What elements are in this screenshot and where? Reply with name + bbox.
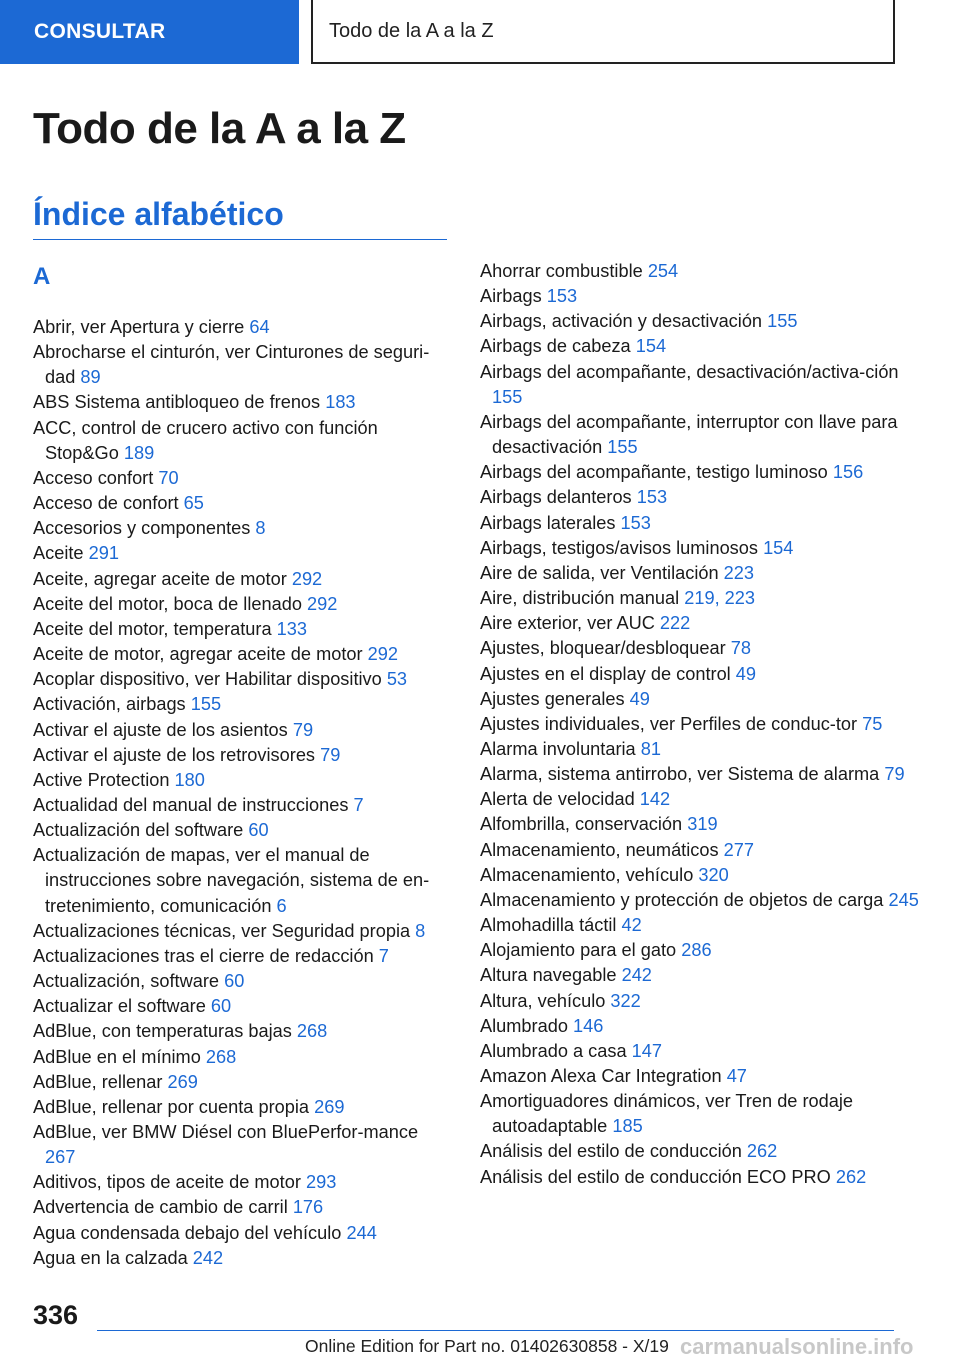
index-entry-text: Aceite del motor, temperatura — [33, 618, 272, 639]
index-entry — [33, 692, 453, 717]
index-entry-text: Amazon Alexa Car Integration — [480, 1066, 722, 1086]
index-entry — [33, 1195, 453, 1220]
index-entry-page-link[interactable]: 79 — [292, 719, 314, 740]
index-entry-text: Aire exterior, ver AUC — [480, 613, 655, 634]
index-entry-page-link[interactable]: 153 — [636, 487, 668, 508]
index-entry-text: Análisis del estilo de conducción — [480, 1141, 742, 1162]
index-entry-text: Airbags laterales — [480, 512, 616, 533]
index-entry-text: Almohadilla táctil — [480, 915, 617, 936]
section-tab-label: CONSULTAR — [34, 20, 166, 43]
index-entry-text: Alarma involuntaria — [480, 738, 636, 759]
index-entry-text: Acoplar dispositivo, ver Habilitar dispositivo — [33, 669, 382, 690]
index-entry — [480, 1039, 920, 1064]
index-entry-text: Actualizar el software — [33, 996, 206, 1017]
index-entry-page-link[interactable]: 142 — [639, 789, 671, 810]
index-entry-page-link[interactable]: 223 — [723, 562, 755, 583]
index-entry-text: Alarma, sistema antirrobo, ver Sistema de alarma — [480, 764, 880, 785]
index-entry — [480, 1165, 920, 1190]
index-entry-text: Aceite del motor, boca de llenado — [33, 593, 302, 614]
index-column-right — [480, 259, 920, 1190]
index-entry-text: Actualizaciones tras el cierre de redacción — [33, 945, 374, 966]
index-entry-text: Airbags del acompañante, interruptor con llave para desactivación — [480, 411, 898, 458]
index-entry — [33, 843, 453, 918]
index-entry — [33, 416, 453, 466]
index-entry — [480, 963, 920, 988]
index-entry-page-link[interactable]: 262 — [835, 1166, 867, 1187]
index-entry-text: Aditivos, tipos de aceite de motor — [33, 1172, 301, 1193]
index-entry-text: Agua condensada debajo del vehículo — [33, 1222, 342, 1243]
index-entry-page-link[interactable]: 146 — [573, 1015, 604, 1036]
page-title: Todo de la A a la Z — [33, 104, 406, 153]
index-entry-text: Altura, vehículo — [480, 990, 606, 1011]
index-entry — [480, 737, 920, 762]
index-entry — [480, 863, 920, 888]
index-entry — [480, 787, 920, 812]
index-entry-text: Airbags delanteros — [480, 487, 632, 508]
section-title: Índice alfabético — [33, 196, 284, 232]
index-entry-page-link[interactable]: 269 — [314, 1096, 345, 1117]
index-entry-page-link[interactable]: 7 — [353, 794, 364, 815]
index-entry-page-link[interactable]: 7 — [378, 945, 389, 966]
index-entry-text: Airbags, activación y desactivación — [480, 311, 763, 332]
index-entry-text: Actualización, software — [33, 971, 220, 992]
index-entry — [480, 989, 920, 1014]
index-entry — [480, 938, 920, 963]
index-entry-text: Activar el ajuste de los asientos — [33, 719, 288, 740]
header-bar — [0, 0, 960, 66]
index-entry-text: Aceite — [33, 543, 84, 564]
index-entry-page-link[interactable]: 153 — [620, 512, 651, 533]
index-entry-text: Advertencia de cambio de carril — [33, 1197, 288, 1218]
index-entry — [33, 466, 453, 491]
index-entry — [33, 491, 453, 516]
index-entry-page-link[interactable]: 89 — [80, 367, 101, 388]
index-entry-text: Activación, airbags — [33, 694, 186, 715]
index-entry — [33, 1170, 453, 1195]
watermark: carmanualsonline.info — [680, 1334, 914, 1359]
index-entry-page-link[interactable]: 60 — [248, 820, 269, 841]
index-entry — [33, 1246, 453, 1271]
chapter-tab-label: Todo de la A a la Z — [329, 19, 494, 42]
index-entry-text: AdBlue, con temperaturas bajas — [33, 1021, 292, 1042]
index-entry-text: Análisis del estilo de conducción ECO PRO — [480, 1166, 831, 1187]
index-entry — [33, 390, 453, 415]
index-entry-text: Agua en la calzada — [33, 1247, 188, 1268]
index-entry-page-link[interactable]: 60 — [210, 996, 232, 1017]
index-entry — [480, 460, 920, 485]
index-entry-text: Airbags, testigos/avisos luminosos — [480, 537, 758, 558]
index-entry-text: Almacenamiento y protección de objetos de carga — [480, 889, 884, 910]
index-entry-text: Almacenamiento, neumáticos — [480, 839, 719, 860]
index-entry-page-link[interactable]: 8 — [415, 920, 426, 941]
index-entry-text: Alumbrado a casa — [480, 1040, 627, 1061]
index-entry-page-link[interactable]: 242 — [192, 1247, 224, 1268]
index-entry — [480, 334, 920, 359]
index-entry-text: Abrocharse el cinturón, ver Cinturones de seguri‐dad — [33, 342, 430, 388]
index-entry — [33, 919, 453, 944]
index-entry — [33, 567, 453, 592]
index-entry-text: Activar el ajuste de los retrovisores — [33, 744, 316, 765]
index-entry — [480, 1139, 920, 1164]
index-entry-page-link[interactable]: 180 — [174, 769, 205, 790]
index-entry — [33, 617, 453, 642]
index-entry-page-link[interactable]: 183 — [325, 392, 356, 413]
index-entry-text: Abrir, ver Apertura y cierre — [33, 317, 245, 337]
index-entry-text: Acceso confort — [33, 467, 154, 488]
index-entry-text: Airbags del acompañante, desactivación/activa‐ción — [480, 361, 899, 382]
index-entry-text: Ajustes, bloquear/desbloquear — [480, 638, 726, 659]
edition-text: Online Edition for Part no. 01402630858 - X/19 — [305, 1336, 669, 1356]
index-entry — [33, 793, 453, 818]
index-column-left — [33, 263, 453, 1271]
index-entry-page-link[interactable]: 244 — [346, 1222, 377, 1243]
index-entry — [33, 315, 453, 340]
index-entry — [480, 838, 920, 863]
index-entry-text: Aceite, agregar aceite de motor — [33, 568, 287, 589]
index-entry-page-link[interactable]: 277 — [723, 839, 754, 860]
index-entry — [480, 410, 920, 460]
index-entry-text: Accesorios y componentes — [33, 518, 251, 539]
index-entry-page-link[interactable]: 222 — [659, 613, 691, 634]
index-entry-page-link[interactable]: 64 — [249, 317, 270, 337]
index-entry-page-link[interactable]: 60 — [224, 971, 245, 992]
index-entry — [33, 994, 453, 1019]
index-entry-text: Altura navegable — [480, 965, 617, 986]
index-entry — [480, 284, 920, 309]
index-entry — [480, 662, 920, 687]
index-entry — [33, 516, 453, 541]
index-entry-page-link[interactable]: 185 — [612, 1116, 643, 1137]
index-entry-text: Actualizaciones técnicas, ver Seguridad propia — [33, 920, 411, 941]
index-entry-text: Ajustes en el display de control — [480, 663, 731, 684]
footer-divider — [97, 1330, 894, 1331]
index-entry-page-link[interactable]: 322 — [610, 990, 641, 1011]
index-entry — [480, 611, 920, 636]
index-entry — [33, 1221, 453, 1246]
index-entry-page-link[interactable]: 75 — [862, 713, 883, 734]
index-entry-page-link[interactable]: 6 — [276, 895, 287, 916]
index-entry — [480, 586, 920, 611]
index-entry — [33, 642, 453, 667]
index-entry-text: Aire de salida, ver Ventilación — [480, 562, 719, 583]
index-entry — [480, 536, 920, 561]
index-entry-page-link[interactable]: 254 — [647, 261, 679, 281]
index-entry — [33, 969, 453, 994]
index-entry-text: Actualidad del manual de instrucciones — [33, 794, 349, 815]
index-entry — [33, 667, 453, 692]
index-entry-page-link[interactable]: 49 — [735, 663, 757, 684]
index-entry-page-link[interactable]: 53 — [386, 669, 408, 690]
index-entry — [33, 718, 453, 743]
index-entry-text: Amortiguadores dinámicos, ver Tren de rodaje autoadaptable — [480, 1091, 854, 1137]
index-entry-text: Active Protection — [33, 769, 170, 790]
index-entry-page-link[interactable]: 155 — [767, 311, 798, 332]
index-entry-page-link[interactable]: 219, 223 — [684, 588, 756, 609]
index-entry — [480, 485, 920, 510]
index-entry-page-link[interactable]: 269 — [167, 1071, 198, 1092]
index-entry — [33, 541, 453, 566]
index-entry-page-link[interactable]: 189 — [123, 442, 155, 463]
index-entry-page-link[interactable]: 268 — [296, 1021, 328, 1042]
index-entry-text: Alerta de velocidad — [480, 789, 635, 810]
index-entry — [33, 340, 453, 390]
index-entry-page-link[interactable]: 49 — [629, 688, 650, 709]
index-entry-page-link[interactable]: 245 — [888, 889, 919, 910]
index-entry-page-link[interactable]: 79 — [884, 764, 905, 785]
section-divider — [33, 239, 447, 240]
index-list-right — [480, 259, 920, 1190]
index-entry-page-link[interactable]: 156 — [832, 462, 864, 483]
index-entry-page-link[interactable]: 155 — [607, 437, 638, 458]
index-entry-page-link[interactable]: 267 — [45, 1147, 76, 1168]
index-entry — [480, 360, 920, 410]
section-tab[interactable] — [0, 0, 299, 64]
index-entry-text: AdBlue, rellenar por cuenta propia — [33, 1096, 310, 1117]
index-entry-text: Ajustes generales — [480, 688, 625, 709]
index-entry-text: Ajustes individuales, ver Perfiles de conduc‐tor — [480, 713, 858, 734]
index-entry-text: AdBlue en el mínimo — [33, 1046, 201, 1067]
index-entry — [480, 309, 920, 334]
index-entry — [480, 687, 920, 712]
index-entry — [480, 561, 920, 586]
index-entry — [480, 1064, 920, 1089]
index-entry-page-link[interactable]: 176 — [292, 1197, 324, 1218]
index-entry — [480, 1014, 920, 1039]
index-entry — [33, 1120, 453, 1170]
index-entry — [480, 812, 920, 837]
index-entry — [480, 888, 920, 913]
index-entry — [33, 592, 453, 617]
index-entry — [480, 511, 920, 536]
index-entry — [33, 818, 453, 843]
index-entry-page-link[interactable]: 292 — [307, 593, 338, 614]
index-letter: A — [33, 263, 51, 290]
index-entry-page-link[interactable]: 291 — [88, 543, 119, 564]
index-entry — [33, 768, 453, 793]
index-entry — [480, 913, 920, 938]
index-entry-page-link[interactable]: 292 — [291, 568, 323, 589]
index-entry-page-link[interactable]: 8 — [255, 518, 266, 539]
index-entry — [33, 1095, 453, 1120]
index-entry-page-link[interactable]: 79 — [320, 744, 341, 765]
index-entry — [480, 712, 920, 737]
index-entry-page-link[interactable]: 147 — [631, 1040, 663, 1061]
index-entry — [480, 762, 920, 787]
index-entry-text: Aceite de motor, agregar aceite de motor — [33, 644, 363, 665]
index-entry-page-link[interactable]: 153 — [546, 286, 578, 307]
index-entry-text: Airbags — [480, 286, 542, 307]
index-entry-page-link[interactable]: 320 — [698, 864, 729, 885]
index-entry-text: Acceso de confort — [33, 493, 179, 514]
index-entry-page-link[interactable]: 155 — [190, 694, 222, 715]
index-entry-text: ACC, control de crucero activo con función Stop&Go — [33, 417, 378, 463]
index-entry-page-link[interactable]: 154 — [763, 537, 794, 558]
index-entry-text: Actualización de mapas, ver el manual de instrucciones sobre navegación, sistema de en‐tretenimiento, comunicación — [33, 845, 430, 916]
index-entry — [33, 1045, 453, 1070]
index-entry-page-link[interactable]: 242 — [621, 965, 652, 986]
index-entry — [480, 636, 920, 661]
index-entry-text: Airbags de cabeza — [480, 336, 631, 357]
index-entry-text: Almacenamiento, vehículo — [480, 864, 694, 885]
index-entry-page-link[interactable]: 286 — [681, 940, 712, 961]
index-entry-page-link[interactable]: 81 — [640, 738, 661, 759]
index-entry-page-link[interactable]: 65 — [183, 493, 204, 514]
index-entry-page-link[interactable]: 154 — [635, 336, 667, 357]
index-entry-text: Airbags del acompañante, testigo luminoso — [480, 462, 828, 483]
index-entry-page-link[interactable]: 47 — [726, 1066, 747, 1086]
index-entry-page-link[interactable]: 78 — [730, 638, 751, 659]
index-entry-page-link[interactable]: 293 — [305, 1172, 337, 1193]
index-entry-page-link[interactable]: 319 — [687, 814, 718, 835]
index-entry — [480, 259, 920, 284]
index-entry-page-link[interactable]: 42 — [621, 915, 642, 936]
index-entry-text: AdBlue, rellenar — [33, 1071, 163, 1092]
index-entry — [480, 1089, 920, 1139]
index-entry-text: AdBlue, ver BMW Diésel con BluePerfor‐mance — [33, 1122, 419, 1142]
index-entry-page-link[interactable]: 292 — [367, 644, 398, 665]
index-entry — [33, 1019, 453, 1044]
index-entry-page-link[interactable]: 155 — [492, 386, 523, 407]
index-entry-text: Aire, distribución manual — [480, 588, 680, 609]
index-entry-page-link[interactable]: 262 — [746, 1141, 778, 1162]
index-entry — [33, 944, 453, 969]
index-entry-page-link[interactable]: 268 — [205, 1046, 237, 1067]
index-entry-text: Alfombrilla, conservación — [480, 814, 683, 835]
index-entry-text: ABS Sistema antibloqueo de frenos — [33, 392, 321, 413]
index-entry — [33, 743, 453, 768]
chapter-tab[interactable] — [311, 0, 895, 64]
index-entry-page-link[interactable]: 133 — [276, 618, 307, 639]
index-entry — [33, 1070, 453, 1095]
index-list-left — [33, 315, 453, 1271]
index-entry-page-link[interactable]: 70 — [158, 467, 179, 488]
index-entry-text: Alumbrado — [480, 1015, 568, 1036]
index-entry-text: Alojamiento para el gato — [480, 940, 677, 961]
index-entry-text: Ahorrar combustible — [480, 261, 643, 281]
index-entry-text: Actualización del software — [33, 820, 244, 841]
page-number: 336 — [33, 1300, 79, 1330]
